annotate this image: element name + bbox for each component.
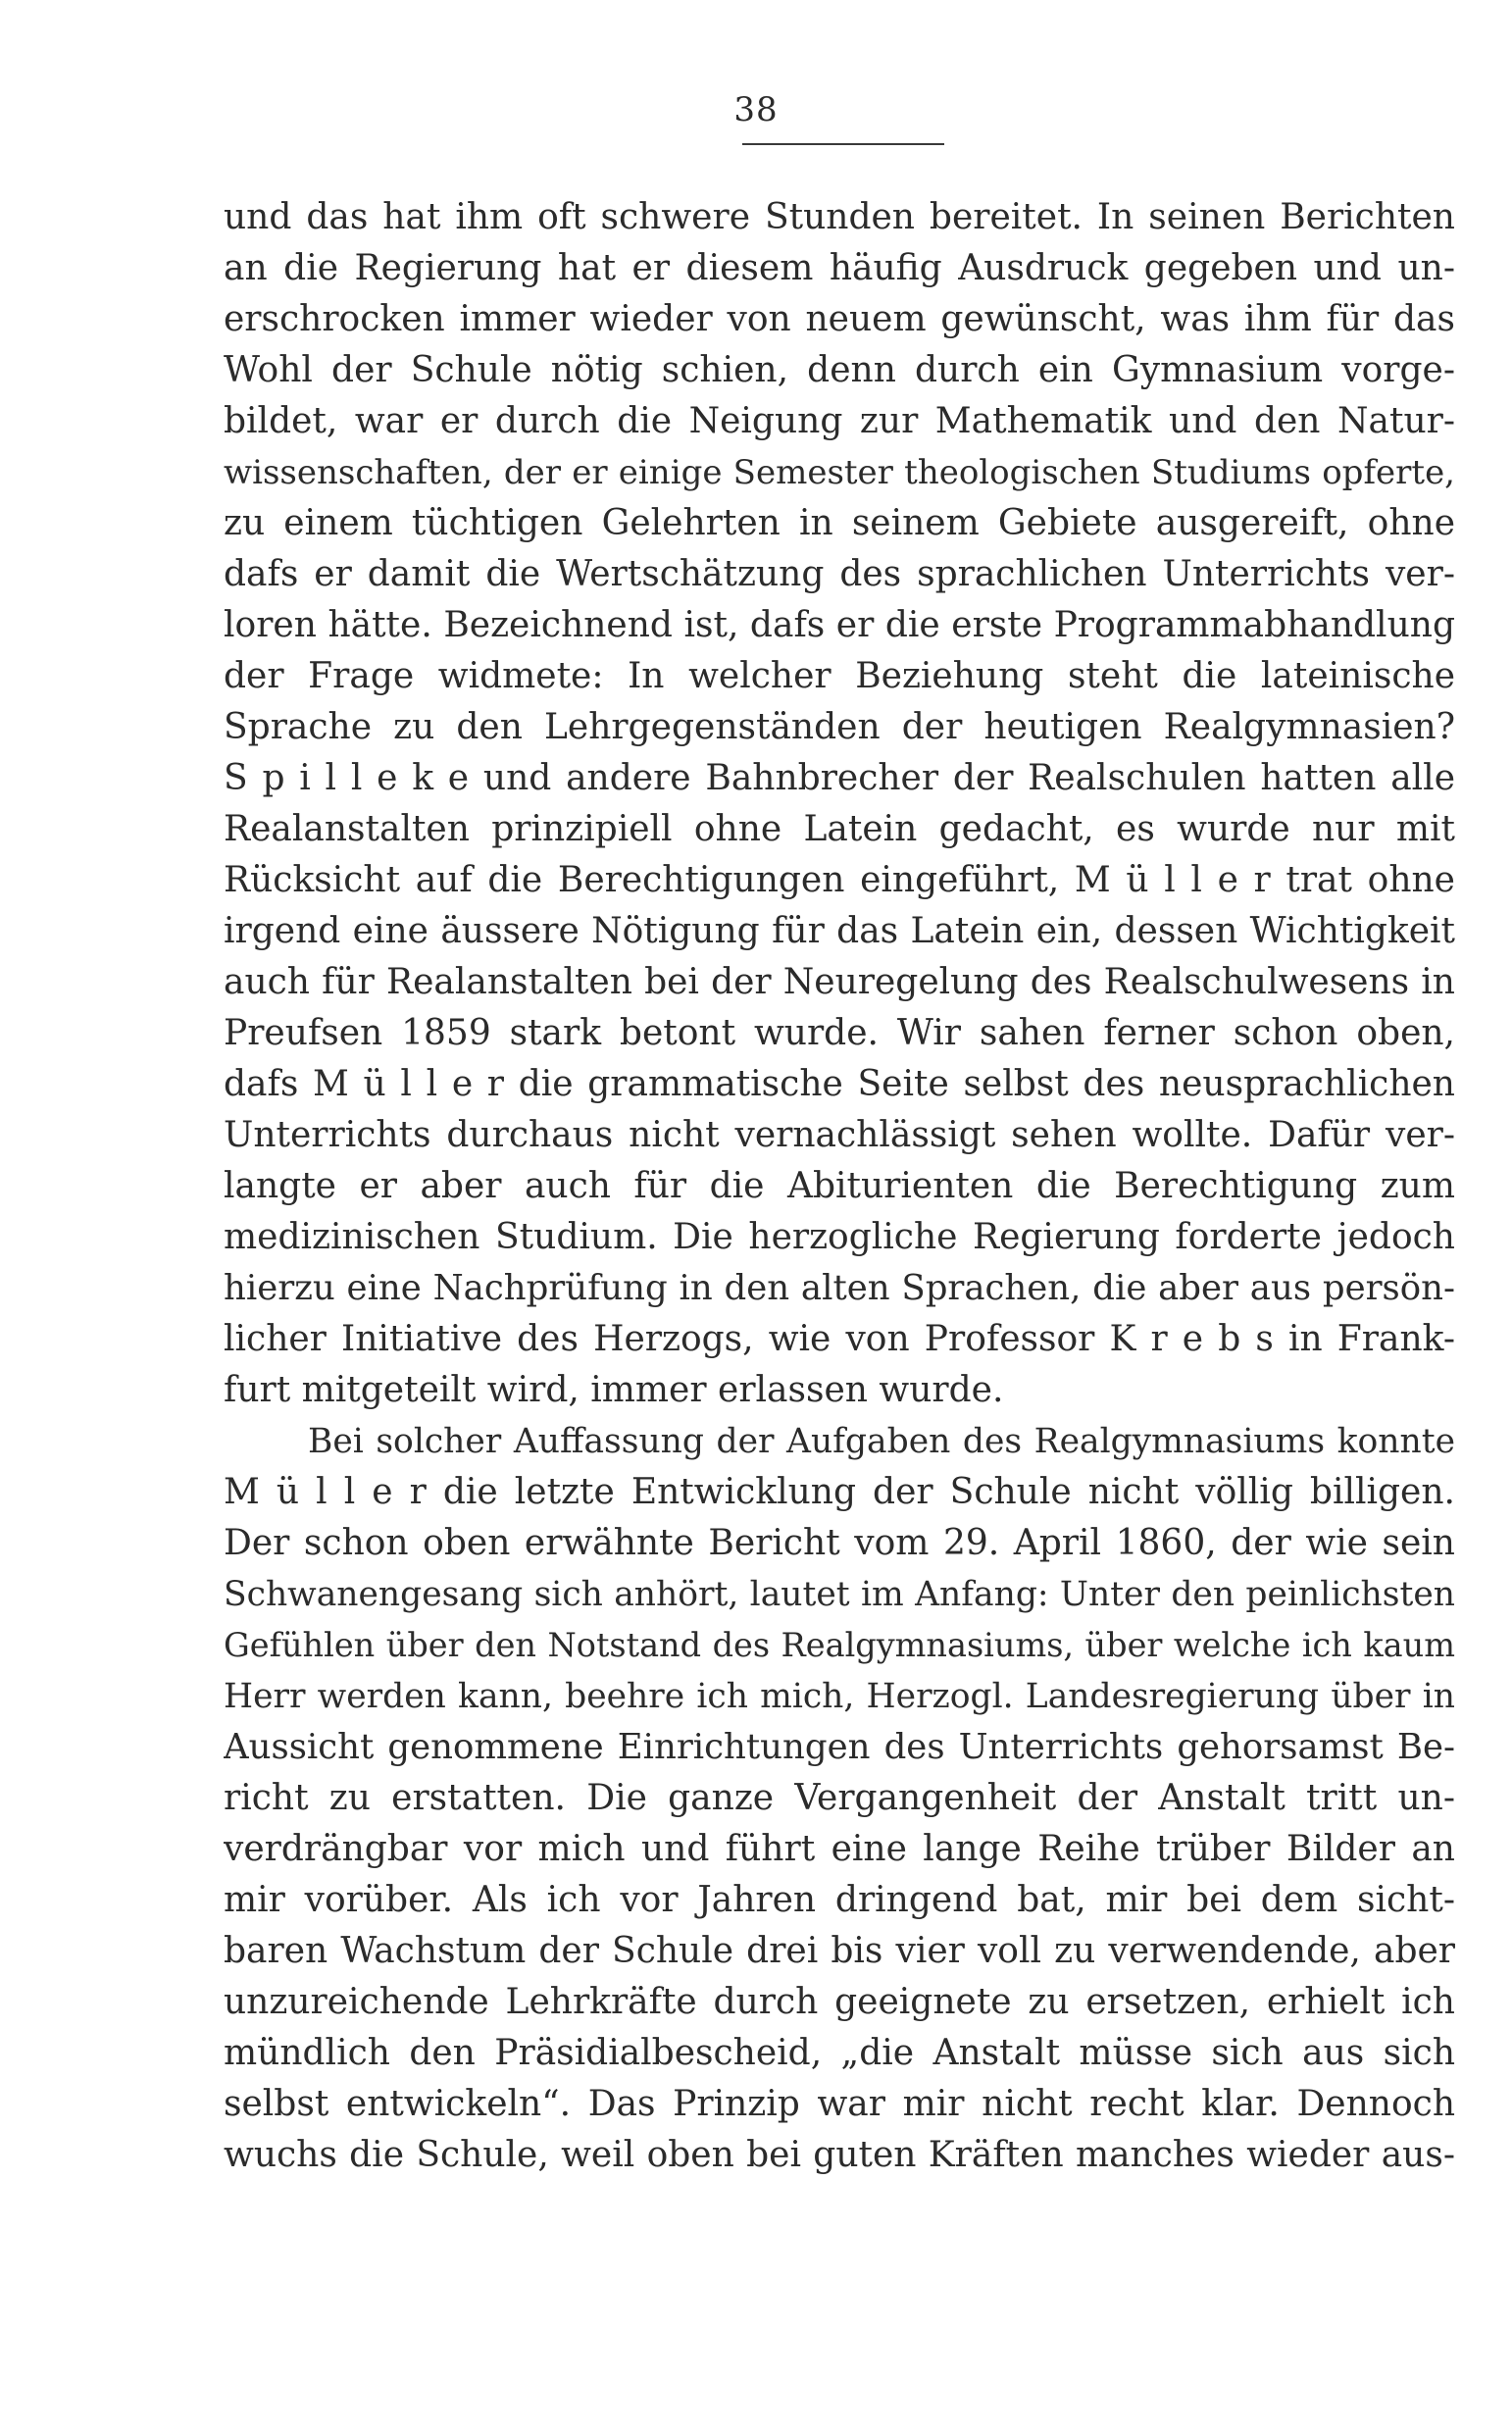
- text-line: unzureichende Lehrkräfte durch geeignete zu ersetzen, erhielt ich: [224, 1982, 1455, 2022]
- text-line: dafs er damit die Wertschätzung des sprachlichen Unterrichts ver-: [224, 554, 1455, 594]
- text-line: wissenschaften, der er einige Semester theologischen Studiums opferte,: [224, 453, 1455, 492]
- text-line: erschrocken immer wieder von neuem gewünscht, was ihm für das: [224, 299, 1455, 339]
- text-line: Gefühlen über den Notstand des Realgymnasiums, über welche ich kaum: [224, 1626, 1455, 1664]
- text-line: Herr werden kann, beehre ich mich, Herzogl. Landesregierung über in: [224, 1677, 1455, 1716]
- text-line: Unterrichts durchaus nicht vernachlässigt sehen wollte. Dafür ver-: [224, 1115, 1455, 1155]
- text-line: baren Wachstum der Schule drei bis vier voll zu verwendende, aber: [224, 1931, 1455, 1971]
- text-line: Der schon oben erwähnte Bericht vom 29. April 1860, der wie sein: [224, 1523, 1455, 1563]
- text-line: richt zu erstatten. Die ganze Vergangenheit der Anstalt tritt un-: [224, 1778, 1455, 1818]
- text-line: der Frage widmete: In welcher Beziehung steht die lateinische: [224, 656, 1455, 696]
- text-line: M ü l l e r die letzte Entwicklung der Schule nicht völlig billigen.: [224, 1472, 1455, 1512]
- text-line: Schwanengesang sich anhört, lautet im Anfang: Unter den peinlichsten: [224, 1575, 1455, 1614]
- text-line: Sprache zu den Lehrgegenständen der heutigen Realgymnasien?: [224, 707, 1455, 747]
- text-line: licher Initiative des Herzogs, wie von Professor K r e b s in Frank-: [224, 1319, 1455, 1359]
- header-rule: [742, 143, 944, 145]
- paragraph-end-line: furt mitgeteilt wird, immer erlassen wurde.: [224, 1370, 1004, 1410]
- text-line: bildet, war er durch die Neigung zur Mathematik und den Natur-: [224, 401, 1455, 441]
- text-line: Aussicht genommene Einrichtungen des Unterrichts gehorsamst Be-: [224, 1727, 1455, 1767]
- text-line: Wohl der Schule nötig schien, denn durch ein Gymnasium vorge-: [224, 350, 1455, 390]
- text-line: dafs M ü l l e r die grammatische Seite selbst des neusprachlichen: [224, 1064, 1455, 1104]
- text-line: Rücksicht auf die Berechtigungen eingeführt, M ü l l e r trat ohne: [224, 860, 1455, 900]
- text-line: loren hätte. Bezeichnend ist, dafs er die erste Programmabhandlung: [224, 605, 1455, 645]
- text-line: irgend eine äussere Nötigung für das Latein ein, dessen Wichtigkeit: [224, 911, 1455, 951]
- text-line: Preufsen 1859 stark betont wurde. Wir sahen ferner schon oben,: [224, 1013, 1455, 1053]
- text-line: langte er aber auch für die Abiturienten die Berechtigung zum: [224, 1166, 1455, 1206]
- text-line: Realanstalten prinzipiell ohne Latein gedacht, es wurde nur mit: [224, 809, 1455, 849]
- text-line: zu einem tüchtigen Gelehrten in seinem Gebiete ausgereift, ohne: [224, 503, 1455, 543]
- paragraph-start-line: Bei solcher Auffassung der Aufgaben des Realgymnasiums konnte: [308, 1422, 1455, 1461]
- text-line: hierzu eine Nachprüfung in den alten Sprachen, die aber aus persön-: [224, 1268, 1455, 1308]
- text-line: medizinischen Studium. Die herzogliche Regierung forderte jedoch: [224, 1217, 1455, 1257]
- text-line: mündlich den Präsidialbescheid, „die Anstalt müsse sich aus sich: [224, 2033, 1455, 2073]
- text-line: und das hat ihm oft schwere Stunden bereitet. In seinen Berichten: [224, 197, 1455, 237]
- text-line: wuchs die Schule, weil oben bei guten Kräften manches wieder aus-: [224, 2135, 1455, 2175]
- text-line: auch für Realanstalten bei der Neuregelung des Realschulwesens in: [224, 962, 1455, 1002]
- text-line: S p i l l e k e und andere Bahnbrecher der Realschulen hatten alle: [224, 758, 1455, 798]
- text-line: mir vorüber. Als ich vor Jahren dringend bat, mir bei dem sicht-: [224, 1880, 1455, 1920]
- text-line: verdrängbar vor mich und führt eine lange Reihe trüber Bilder an: [224, 1829, 1455, 1869]
- body-text: [224, 192, 1455, 2181]
- page-number: 38: [733, 90, 779, 129]
- text-line: selbst entwickeln“. Das Prinzip war mir nicht recht klar. Dennoch: [224, 2084, 1455, 2124]
- text-line: an die Regierung hat er diesem häufig Ausdruck gegeben und un-: [224, 248, 1455, 288]
